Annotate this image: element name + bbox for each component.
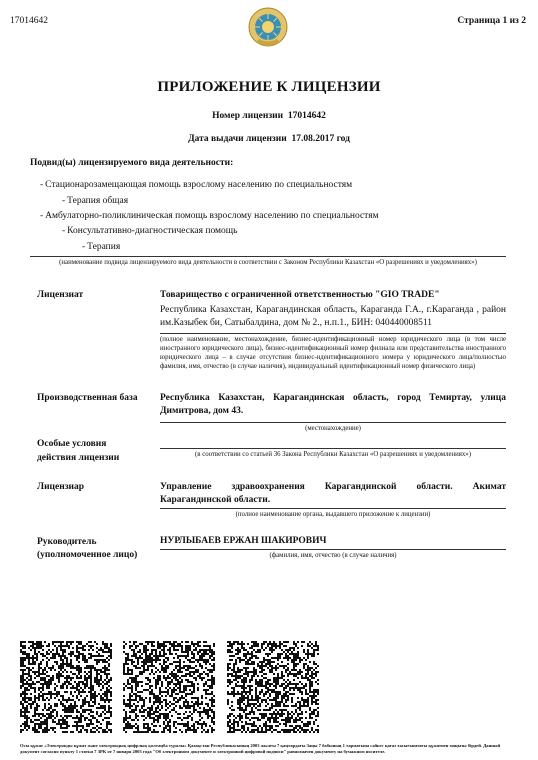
license-number-value: 17014642: [287, 111, 326, 121]
head-note: (фамилия, имя, отчество (в случае наличия): [269, 552, 397, 559]
qr-code-icon: [227, 641, 319, 733]
special-conditions-label-2: действия лицензии: [37, 453, 120, 463]
subtypes-note: (наименование подвида лицензируемого вида деятельности в соответствии с Законом Республики Казахстан «О разрешениях и уведомлениях»): [59, 259, 477, 266]
production-base-label: Производственная база: [37, 393, 138, 403]
page-title: ПРИЛОЖЕНИЕ К ЛИЦЕНЗИИ: [157, 79, 381, 95]
activity-item: - Терапия общая: [62, 196, 128, 206]
divider: [160, 448, 506, 449]
divider: [160, 333, 506, 334]
page-indicator: Страница 1 из 2: [457, 16, 526, 26]
footer-legal-notice: Осы құжат «Электронды құжат және электрондық цифрлық қолтаңба туралы» Қазақстан Республикасының 2003 жылғы 7 қаңтардағы Заңы 7 бабының 1 тармағына сәйкес қағаз тасығыштағы құжатпен маңызы бірдей. Данный документ согласно пункту 1 статьи 7 ЗРК от 7 января 2003 года "Об электронном документе и электронной цифровой подписи" равнозначен документу на бумажном носителе.: [20, 743, 501, 754]
production-base-note: (местонахождение): [305, 425, 361, 432]
licensee-note: (полное наименование, местонахождение, бизнес-идентификационный номер юридического лица (в том числе иностранного юридического лица), бизнес-идентификационный номер филиала или представительства иностранного юридического лица – в случае отсутствия бизнес-идентификационного номера у юридического лица/полностью фамилия, имя, отчество (в случае наличия), индивидуальный идентификационный номер физического лица): [160, 336, 506, 370]
licensor-label: Лицензиар: [37, 482, 85, 492]
activity-item: - Терапия: [82, 242, 120, 252]
divider: [160, 422, 506, 423]
qr-code-icon: [123, 641, 215, 733]
production-base-value: Республика Казахстан, Карагандинская область, город Темиртау, улица Димитрова, дом 43.: [160, 393, 506, 416]
issue-date-label: Дата выдачи лицензии: [188, 134, 287, 144]
divider: [160, 508, 506, 509]
divider: [30, 256, 506, 257]
issue-date-value: 17.08.2017 год: [291, 134, 350, 144]
license-number-row: [0, 111, 538, 121]
license-number-label: Номер лицензии: [212, 111, 284, 121]
activity-item: - Консультативно-диагностическая помощь: [62, 226, 237, 236]
special-conditions-label-1: Особые условия: [37, 439, 107, 449]
licensee-label: Лицензиат: [37, 290, 84, 300]
divider: [160, 549, 506, 550]
document-number: 17014642: [10, 16, 48, 26]
head-label-1: Руководитель: [37, 537, 97, 547]
licensee-address: Республика Казахстан, Карагандинская область, Караганда Г.А., г.Караганда , район им.Казыбек би, Сатыбалдина, дом № 2., н.п.1., БИН: 040440008511: [160, 305, 506, 328]
qr-code-icon: [20, 641, 112, 733]
head-label-2: (уполномоченное лицо): [37, 550, 138, 560]
subtypes-heading: Подвид(ы) лицензируемого вида деятельности:: [30, 158, 234, 168]
special-conditions-note: (в соответствии со статьей 36 Закона Республики Казахстан «О разрешениях и уведомлениях»): [195, 451, 471, 458]
licensor-value: Управление здравоохранения Карагандинской области. Акимат Карагандинской области.: [160, 482, 506, 505]
head-name: НУРЛЫБАЕВ ЕРЖАН ШАКИРОВИЧ: [160, 536, 327, 546]
activity-item: - Амбулаторно-поликлиническая помощь взрослому населению по специальностям: [40, 211, 379, 221]
state-emblem-icon: [247, 6, 289, 48]
licensee-name: Товарищество с ограниченной ответственностью "GIO TRADE": [160, 290, 440, 300]
issue-date-row: [0, 134, 538, 144]
activity-item: - Стационарозамещающая помощь взрослому населению по специальностям: [40, 180, 352, 190]
licensor-note: (полное наименование органа, выдавшего приложение к лицензии): [235, 511, 431, 518]
